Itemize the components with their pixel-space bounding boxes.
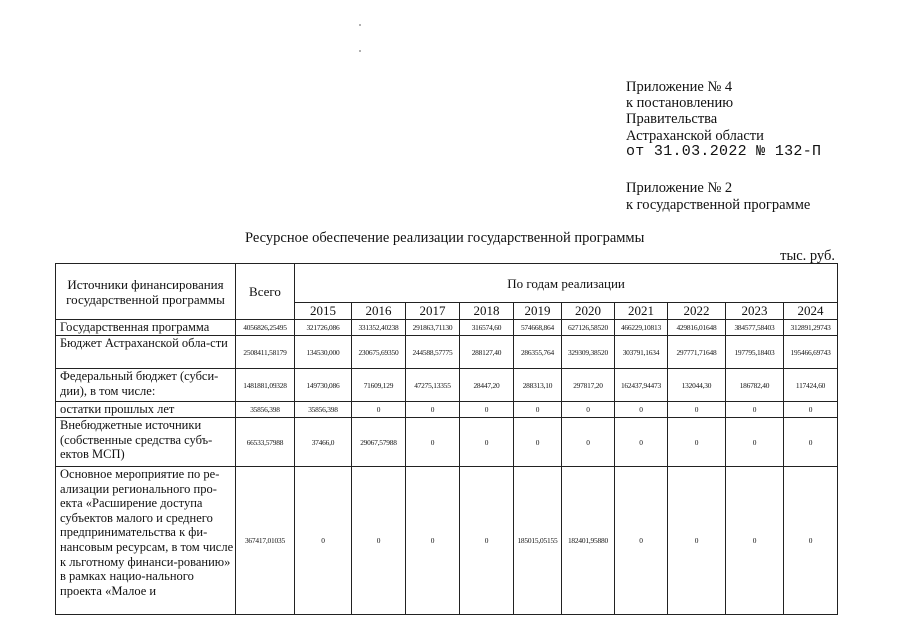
header-total: Всего bbox=[236, 264, 295, 320]
cell-value: 288313,10 bbox=[514, 369, 562, 402]
cell-value: 297817,20 bbox=[562, 369, 615, 402]
appendix-4-line: Приложение № 4 bbox=[626, 79, 733, 95]
header-years-group: По годам реализации bbox=[295, 264, 838, 303]
cell-value: 316574,60 bbox=[460, 320, 514, 336]
cell-value: 0 bbox=[615, 418, 668, 467]
cell-value: 321726,086 bbox=[295, 320, 352, 336]
table-row bbox=[56, 336, 838, 369]
cell-value: 0 bbox=[352, 467, 406, 615]
year-header: 2015 bbox=[295, 303, 352, 320]
year-header: 2018 bbox=[460, 303, 514, 320]
year-header: 2022 bbox=[668, 303, 726, 320]
cell-value: 0 bbox=[406, 418, 460, 467]
cell-value: 329309,38520 bbox=[562, 336, 615, 369]
cell-value: 230675,69350 bbox=[352, 336, 406, 369]
year-header: 2019 bbox=[514, 303, 562, 320]
row-total: 1481881,09328 bbox=[236, 369, 295, 402]
year-header: 2024 bbox=[784, 303, 838, 320]
appendix-2-block bbox=[626, 180, 810, 214]
appendix-2-line: Приложение № 2 bbox=[626, 180, 733, 196]
cell-value: 0 bbox=[726, 467, 784, 615]
cell-value: 0 bbox=[668, 402, 726, 418]
cell-value: 244588,57775 bbox=[406, 336, 460, 369]
year-header: 2017 bbox=[406, 303, 460, 320]
cell-value: 0 bbox=[406, 402, 460, 418]
cell-value: 37466,0 bbox=[295, 418, 352, 467]
cell-value: 117424,60 bbox=[784, 369, 838, 402]
cell-value: 0 bbox=[562, 418, 615, 467]
cell-value: 71609,129 bbox=[352, 369, 406, 402]
row-label: остатки прошлых лет bbox=[56, 402, 236, 418]
row-total: 2508411,58179 bbox=[236, 336, 295, 369]
cell-value: 132044,30 bbox=[668, 369, 726, 402]
cell-value: 0 bbox=[295, 467, 352, 615]
cell-value: 291863,71130 bbox=[406, 320, 460, 336]
cell-value: 303791,1634 bbox=[615, 336, 668, 369]
cell-value: 149730,086 bbox=[295, 369, 352, 402]
cell-value: 185015,05155 bbox=[514, 467, 562, 615]
appendix-4-line: к постановлению bbox=[626, 95, 734, 112]
cell-value: 162437,94473 bbox=[615, 369, 668, 402]
scan-speck bbox=[359, 50, 361, 52]
cell-value: 627126,58520 bbox=[562, 320, 615, 336]
table-row bbox=[56, 418, 838, 467]
table-row bbox=[56, 369, 838, 402]
appendix-4-line: Астраханской области bbox=[626, 127, 764, 144]
header-row bbox=[56, 264, 838, 303]
row-label: Внебюджетные источники (собственные средства субъ-ектов МСП) bbox=[56, 418, 236, 467]
cell-value: 0 bbox=[615, 467, 668, 615]
cell-value: 186782,40 bbox=[726, 369, 784, 402]
year-header: 2020 bbox=[562, 303, 615, 320]
cell-value: 0 bbox=[352, 402, 406, 418]
appendix-2-line: к государственной программе bbox=[626, 197, 811, 213]
cell-value: 0 bbox=[615, 402, 668, 418]
cell-value: 0 bbox=[514, 418, 562, 467]
cell-value: 134530,000 bbox=[295, 336, 352, 369]
cell-value: 35856,398 bbox=[295, 402, 352, 418]
year-header: 2023 bbox=[726, 303, 784, 320]
row-total: 4056826,25495 bbox=[236, 320, 295, 336]
cell-value: 286355,764 bbox=[514, 336, 562, 369]
row-label: Федеральный бюджет (субси-дии), в том числе: bbox=[56, 369, 236, 402]
cell-value: 574668,864 bbox=[514, 320, 562, 336]
cell-value: 429816,01648 bbox=[668, 320, 726, 336]
cell-value: 47275,13355 bbox=[406, 369, 460, 402]
year-header: 2016 bbox=[352, 303, 406, 320]
cell-value: 0 bbox=[726, 402, 784, 418]
cell-value: 0 bbox=[784, 402, 838, 418]
cell-value: 384577,58403 bbox=[726, 320, 784, 336]
cell-value: 0 bbox=[668, 467, 726, 615]
cell-value: 0 bbox=[784, 418, 838, 467]
cell-value: 0 bbox=[406, 467, 460, 615]
resolution-date-number: от 31.03.2022 № 132-П bbox=[626, 142, 822, 160]
cell-value: 197795,18403 bbox=[726, 336, 784, 369]
table-row bbox=[56, 467, 838, 615]
cell-value: 312891,29743 bbox=[784, 320, 838, 336]
cell-value: 288127,40 bbox=[460, 336, 514, 369]
row-total: 367417,01035 bbox=[236, 467, 295, 615]
cell-value: 0 bbox=[460, 467, 514, 615]
row-total: 35856,398 bbox=[236, 402, 295, 418]
resource-table bbox=[55, 263, 838, 615]
row-label: Основное мероприятие по ре-ализации регионального про-екта «Расширение доступа субъектов малого и среднего предпринимательства к фи-нансовым ресурсам, в том числе к льготному финанси-рованию» в рамках нацио-нального проекта «Малое и bbox=[56, 467, 236, 615]
cell-value: 195466,69743 bbox=[784, 336, 838, 369]
cell-value: 0 bbox=[784, 467, 838, 615]
scan-speck bbox=[359, 24, 361, 26]
cell-value: 29067,57988 bbox=[352, 418, 406, 467]
table-row bbox=[56, 402, 838, 418]
year-header: 2021 bbox=[615, 303, 668, 320]
header-source: Источники финансирования государственной программы bbox=[56, 264, 236, 320]
appendix-4-block bbox=[626, 79, 821, 160]
appendix-4-line: Правительства bbox=[626, 111, 718, 128]
cell-value: 0 bbox=[562, 402, 615, 418]
cell-value: 297771,71648 bbox=[668, 336, 726, 369]
cell-value: 0 bbox=[460, 418, 514, 467]
row-label: Бюджет Астраханской обла-сти bbox=[56, 336, 236, 369]
cell-value: 0 bbox=[668, 418, 726, 467]
cell-value: 0 bbox=[726, 418, 784, 467]
cell-value: 0 bbox=[514, 402, 562, 418]
unit-label: тыс. руб. bbox=[780, 248, 835, 264]
table-row bbox=[56, 320, 838, 336]
cell-value: 331352,40238 bbox=[352, 320, 406, 336]
cell-value: 28447,20 bbox=[460, 369, 514, 402]
document-title: Ресурсное обеспечение реализации государственной программы bbox=[245, 230, 645, 246]
cell-value: 0 bbox=[460, 402, 514, 418]
row-label: Государственная программа bbox=[56, 320, 236, 336]
row-total: 66533,57988 bbox=[236, 418, 295, 467]
cell-value: 466229,10813 bbox=[615, 320, 668, 336]
cell-value: 182401,95880 bbox=[562, 467, 615, 615]
